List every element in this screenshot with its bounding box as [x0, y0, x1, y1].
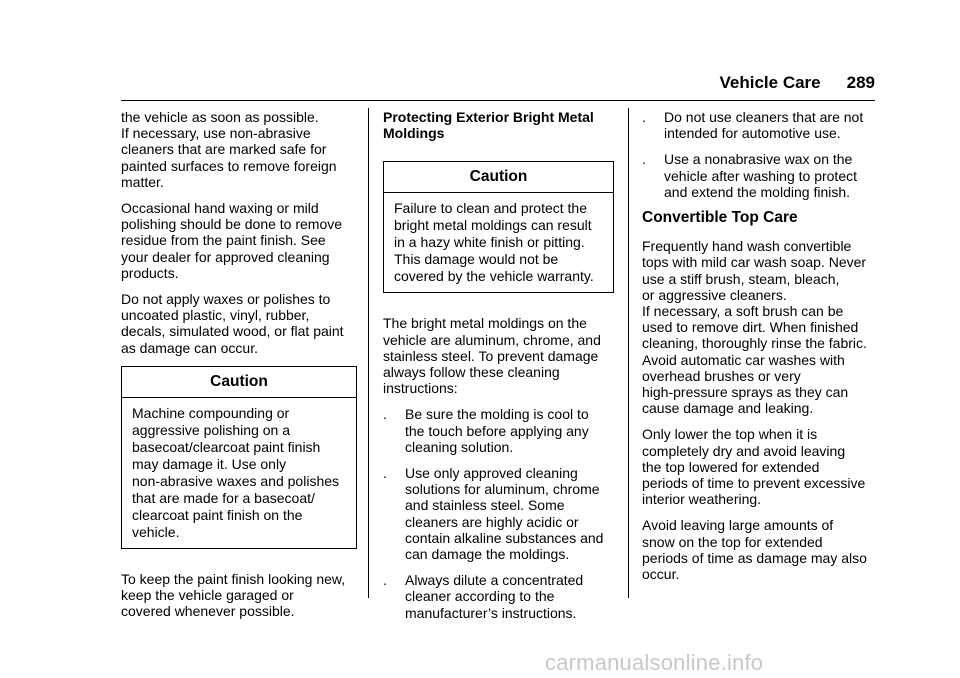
bullet-text: Use a nonabrasive wax on the vehicle after washing to protect and extend the molding finish.: [664, 151, 857, 200]
page-header: [700, 71, 875, 95]
col3-paragraph-2: Only lower the top when it is completely dry and avoid leaving the top lowered for extended periods of time to prevent excessive interior weathering.: [642, 426, 866, 508]
bullet-mark: .: [642, 151, 646, 168]
list-item: [642, 151, 880, 200]
list-item: [642, 109, 880, 141]
caution-title: Caution: [384, 162, 613, 193]
column-1: [121, 109, 357, 629]
section-title: Vehicle Care: [719, 73, 821, 92]
column-divider-1: [368, 108, 369, 598]
col1-paragraph-3: Do not apply waxes or polishes to uncoated plastic, vinyl, rubber, decals, simulated wood, or flat paint as damage can occur.: [121, 291, 344, 356]
header-rule: [121, 100, 875, 101]
bullet-text: Do not use cleaners that are not intended for automotive use.: [664, 109, 864, 142]
col1-paragraph-1: the vehicle as soon as possible. If necessary, use non-abrasive cleaners that are marked safe for painted surfaces to remove foreign matter.: [121, 109, 337, 190]
list-item: [383, 572, 614, 621]
page-number: 289: [846, 73, 875, 92]
bullet-text: Always dilute a concentrated cleaner according to the manufacturer’s instructions.: [405, 572, 584, 621]
column-2: [383, 109, 614, 631]
bullet-mark: .: [383, 572, 387, 589]
bullet-mark: .: [642, 109, 646, 125]
subhead-bright-metal: Protecting Exterior Bright Metal Moldings: [383, 109, 594, 142]
column-3: [642, 109, 880, 592]
bullet-text: Use only approved cleaning solutions for aluminum, chrome and stainless steel. Some cleaners are highly acidic or contain alkaline substances and can damage the moldings.: [405, 465, 604, 563]
col2-paragraph-1: The bright metal moldings on the vehicle are aluminum, chrome, and stainless steel. To prevent damage always follow these cleaning instructions:: [383, 315, 601, 397]
caution-title: Caution: [122, 367, 356, 398]
col3-paragraph-3: Avoid leaving large amounts of snow on the top for extended periods of time as damage may also occur.: [642, 517, 867, 583]
section-heading-convertible-top: Convertible Top Care: [642, 209, 798, 227]
caution-body: Machine compounding or aggressive polishing on a basecoat/clearcoat paint finish may damage it. Use only non-abrasive waxes and polishes that are made for a basecoat/ clearcoat paint finish on the vehicle.: [132, 404, 340, 540]
list-item: [383, 465, 614, 562]
caution-box-moldings: [383, 161, 614, 293]
caution-body: Failure to clean and protect the bright metal moldings can result in a hazy white finish or pitting. This damage would not be covered by the vehicle warranty.: [394, 200, 594, 285]
list-item: [383, 406, 614, 455]
watermark: carmanualsonline.info: [545, 650, 764, 675]
col1-paragraph-4: To keep the paint finish looking new, keep the vehicle garaged or covered whenever possible.: [121, 570, 346, 620]
bullet-text: Be sure the molding is cool to the touch before applying any cleaning solution.: [405, 406, 589, 455]
col3-paragraph-1: Frequently hand wash convertible tops with mild car wash soap. Never use a stiff brush, steam, bleach, or aggressive cleaners. If necessary, a soft brush can be used to remove dirt. When finished cleaning, thoroughly rinse the fabric. Avoid automatic car washes with overhead brushes or very high-pressure sprays as they can cause damage and leaking.: [642, 238, 867, 417]
col1-paragraph-2: Occasional hand waxing or mild polishing should be done to remove residue from the paint finish. See your dealer for approved cleaning products.: [121, 200, 343, 281]
bullet-mark: .: [383, 465, 387, 482]
bullet-mark: .: [383, 406, 387, 423]
caution-box-paint: [121, 366, 357, 549]
column-divider-2: [628, 108, 629, 598]
